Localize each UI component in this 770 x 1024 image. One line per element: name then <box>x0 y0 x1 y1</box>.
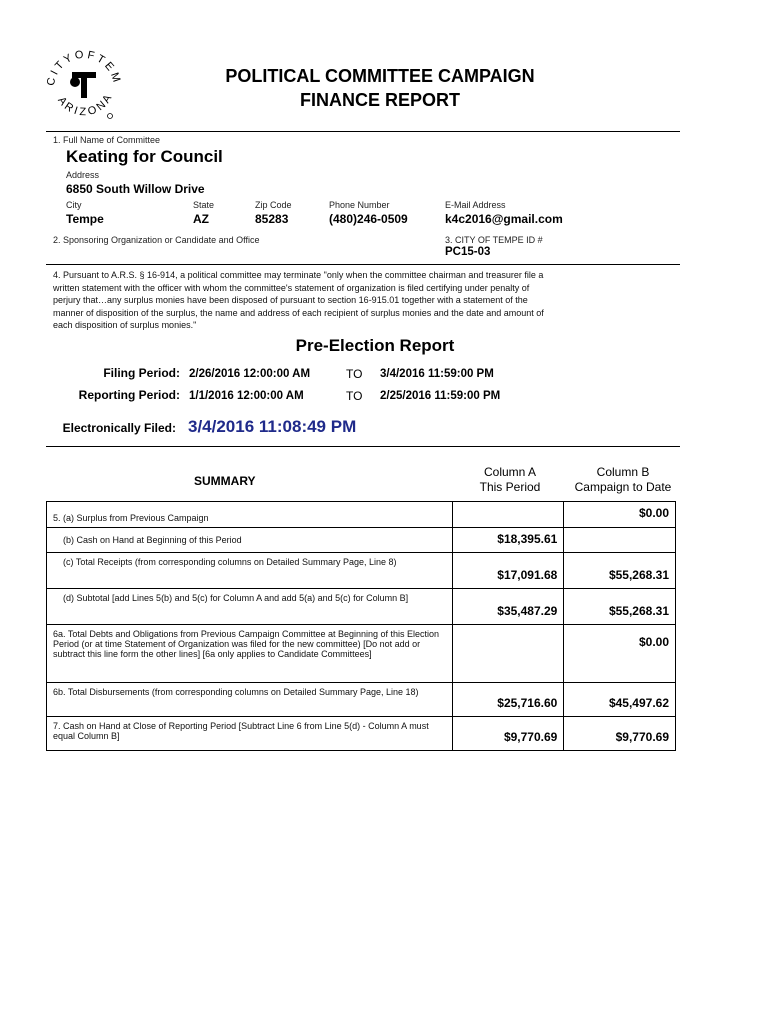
row-5b-column-a: $18,395.61 <box>452 528 564 553</box>
statute-paragraph <box>53 269 673 332</box>
filing-period-to: TO <box>346 367 363 381</box>
table-row <box>47 683 676 717</box>
table-row <box>47 589 676 625</box>
filing-period-label: Filing Period: <box>103 366 180 380</box>
row-5c-description: (c) Total Receipts (from corresponding columns on Detailed Summary Page, Line 8) <box>47 553 453 589</box>
report-divider <box>46 446 680 447</box>
row-6a-description: 6a. Total Debts and Obligations from Previous Campaign Committee at Beginning of this Election Period (or at time Statement of Organization was filed for the new committee) [Do not add or subtract this line form the other lines] [6a only applies to Candidate Committees] <box>47 625 453 683</box>
table-row <box>47 625 676 683</box>
report-title-line1: POLITICAL COMMITTEE CAMPAIGN <box>225 66 535 86</box>
header-divider <box>46 131 680 132</box>
row-5b-description: (b) Cash on Hand at Beginning of this Period <box>47 528 453 553</box>
reporting-period-label: Reporting Period: <box>78 388 180 402</box>
row-5a-column-b: $0.00 <box>564 502 676 528</box>
table-row <box>47 553 676 589</box>
reporting-period-end: 2/25/2016 11:59:00 PM <box>380 390 501 402</box>
statute-line4: manner of disposition of the surplus, the name and address of each recipient of surplus monies and the date and amount of <box>53 307 544 318</box>
column-a-heading <box>460 465 560 495</box>
city-of-tempe-seal <box>44 46 124 126</box>
efiled-value: 3/4/2016 11:08:49 PM <box>188 417 357 436</box>
summary-heading: SUMMARY <box>194 474 256 488</box>
filing-period-end: 3/4/2016 11:59:00 PM <box>380 368 494 380</box>
column-b-line1: Column B <box>596 465 650 479</box>
address-value: 6850 South Willow Drive <box>66 182 205 196</box>
row-6a-column-a <box>452 625 564 683</box>
table-row <box>47 528 676 553</box>
zip-value: 85283 <box>255 212 289 226</box>
row-5a-description: 5. (a) Surplus from Previous Campaign <box>47 502 453 528</box>
phone-value: (480)246-0509 <box>329 212 408 226</box>
row-5d-column-a: $35,487.29 <box>452 589 564 625</box>
summary-table <box>46 501 676 751</box>
row-6b-description: 6b. Total Disbursements (from corresponding columns on Detailed Summary Page, Line 18) <box>47 683 453 717</box>
sponsor-label: 2. Sponsoring Organization or Candidate and Office <box>53 235 260 245</box>
email-label: E-Mail Address <box>445 200 506 210</box>
state-label: State <box>193 200 215 210</box>
report-type: Pre-Election Report <box>295 336 455 355</box>
state-value: AZ <box>193 212 209 226</box>
column-b-line2: Campaign to Date <box>574 480 672 494</box>
row-5b-column-b <box>564 528 676 553</box>
row-5c-column-b: $55,268.31 <box>564 553 676 589</box>
address-label: Address <box>66 170 100 180</box>
committee-name-label: 1. Full Name of Committee <box>53 135 161 145</box>
statute-line1: 4. Pursuant to A.R.S. § 16-914, a political committee may terminate "only when the committee chairman and treasurer file a <box>53 270 544 280</box>
tempe-id-label: 3. CITY OF TEMPE ID # <box>445 235 543 245</box>
table-row <box>47 717 676 751</box>
row-5c-column-a: $17,091.68 <box>452 553 564 589</box>
row-7-description: 7. Cash on Hand at Close of Reporting Period [Subtract Line 6 from Line 5(d) - Column A must equal Column B] <box>47 717 453 751</box>
reporting-period-start: 1/1/2016 12:00:00 AM <box>189 390 304 402</box>
row-6b-column-b: $45,497.62 <box>564 683 676 717</box>
statute-line2: written statement with the officer with whom the committee's statement of organization is filed certifying under penalty of <box>53 282 530 293</box>
committee-name: Keating for Council <box>66 147 223 166</box>
reporting-period-to: TO <box>346 389 363 403</box>
tempe-id-value: PC15-03 <box>445 246 491 258</box>
column-b-heading <box>566 465 680 495</box>
filing-period-start: 2/26/2016 12:00:00 AM <box>189 368 311 380</box>
row-5d-column-b: $55,268.31 <box>564 589 676 625</box>
zip-label: Zip Code <box>255 200 292 210</box>
report-title-line2: FINANCE REPORT <box>299 90 460 110</box>
statute-line5: each disposition of surplus monies." <box>53 320 197 330</box>
table-row <box>47 502 676 528</box>
row-5d-description: (d) Subtotal [add Lines 5(b) and 5(c) for Column A and add 5(a) and 5(c) for Column B] <box>47 589 453 625</box>
statute-line3: perjury that…any surplus monies have been disposed of pursuant to section 16-915.01 together with a statement of the <box>53 295 528 305</box>
column-a-line1: Column A <box>483 465 537 479</box>
column-a-line2: This Period <box>479 480 541 494</box>
svg-text:C I T Y O F T E M P E: C I T Y O F T E M <box>44 48 123 87</box>
row-7-column-a: $9,770.69 <box>452 717 564 751</box>
city-value: Tempe <box>66 212 104 226</box>
seal-icon <box>44 46 124 126</box>
email-value: k4c2016@gmail.com <box>445 212 563 226</box>
row-7-column-b: $9,770.69 <box>564 717 676 751</box>
row-6a-column-b: $0.00 <box>564 625 676 683</box>
city-label: City <box>66 200 82 210</box>
svg-text:A R I Z O N A: A R I Z O N A <box>55 92 115 119</box>
efiled-label: Electronically Filed: <box>62 421 176 435</box>
row-5a-column-a <box>452 502 564 528</box>
report-title <box>170 64 590 112</box>
info-divider <box>46 264 680 265</box>
phone-label: Phone Number <box>329 200 390 210</box>
row-6b-column-a: $25,716.60 <box>452 683 564 717</box>
